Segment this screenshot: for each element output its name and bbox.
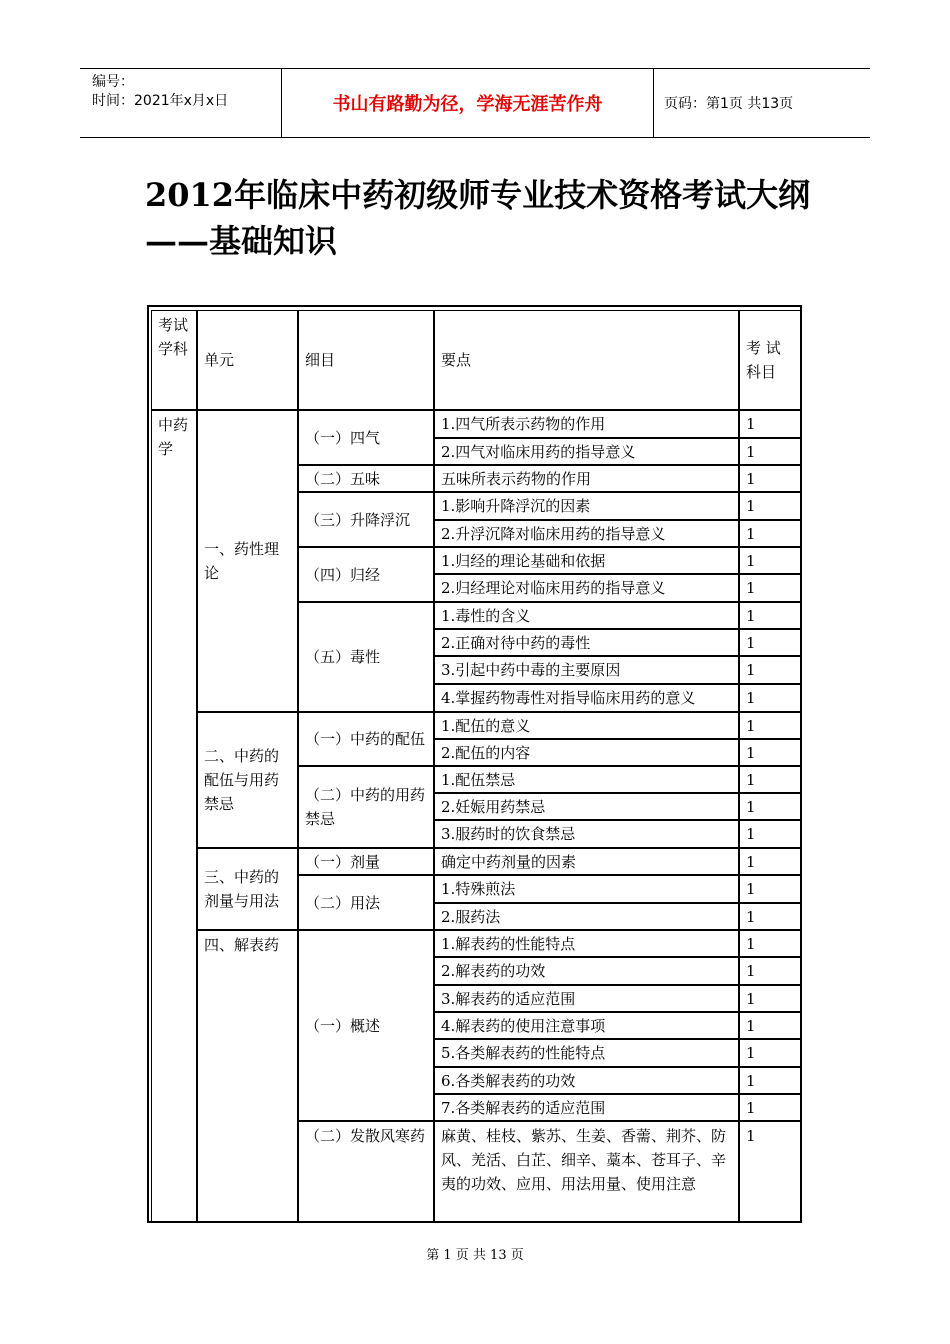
point-cell: 确定中药剂量的因素: [434, 848, 739, 875]
exam-cell: 1: [739, 875, 802, 903]
point-cell: 1.影响升降浮沉的因素: [434, 492, 739, 520]
exam-cell: 1: [739, 410, 802, 438]
point-cell: 3.解表药的适应范围: [434, 985, 739, 1012]
detail-cell: （五）毒性: [298, 602, 434, 712]
detail-cell: （一）概述: [298, 930, 434, 1121]
point-cell: 4.掌握药物毒性对指导临床用药的意义: [434, 684, 739, 712]
detail-cell: （二）用法: [298, 875, 434, 930]
point-cell: 2.配伍的内容: [434, 739, 739, 766]
detail-cell: （一）四气: [298, 410, 434, 465]
header-subject: 考试学科: [151, 310, 197, 410]
exam-cell: 1: [739, 1094, 802, 1121]
exam-cell: 1: [739, 438, 802, 465]
exam-cell: 1: [739, 684, 802, 712]
exam-cell: 1: [739, 1012, 802, 1039]
exam-cell: 1: [739, 820, 802, 848]
exam-cell: 1: [739, 793, 802, 820]
unit-cell: 二、中药的配伍与用药禁忌: [197, 712, 298, 848]
exam-cell: 1: [739, 465, 802, 492]
syllabus-table: [147, 305, 802, 1223]
header-exam: 考 试科目: [739, 310, 802, 410]
exam-cell: 1: [739, 656, 802, 684]
exam-cell: 1: [739, 520, 802, 547]
exam-cell: 1: [739, 739, 802, 766]
exam-cell: 1: [739, 848, 802, 875]
page-label: 页码：第1页 共13页: [664, 96, 794, 112]
detail-cell: （二）五味: [298, 465, 434, 492]
exam-cell: 1: [739, 930, 802, 957]
exam-cell: 1: [739, 985, 802, 1012]
header-unit: 单元: [197, 310, 298, 410]
motto: 书山有路勤为径，学海无涯苦作舟: [282, 69, 654, 137]
point-cell: 1.归经的理论基础和依据: [434, 547, 739, 574]
point-cell: 7.各类解表药的适应范围: [434, 1094, 739, 1121]
point-cell: 1.解表药的性能特点: [434, 930, 739, 957]
exam-cell: 1: [739, 766, 802, 793]
exam-cell: 1: [739, 712, 802, 739]
exam-cell: 1: [739, 903, 802, 930]
point-cell: 4.解表药的使用注意事项: [434, 1012, 739, 1039]
detail-cell: （二）发散风寒药: [298, 1121, 434, 1223]
unit-cell: 一、药性理论: [197, 410, 298, 712]
header-detail: 细目: [298, 310, 434, 410]
point-cell: 2.升浮沉降对临床用药的指导意义: [434, 520, 739, 547]
point-cell: 3.服药时的饮食禁忌: [434, 820, 739, 848]
point-cell: 1.配伍的意义: [434, 712, 739, 739]
exam-cell: 1: [739, 1039, 802, 1067]
detail-cell: （一）剂量: [298, 848, 434, 875]
point-cell: 5.各类解表药的性能特点: [434, 1039, 739, 1067]
detail-cell: （四）归经: [298, 547, 434, 602]
point-cell: 6.各类解表药的功效: [434, 1067, 739, 1094]
point-cell: 1.四气所表示药物的作用: [434, 410, 739, 438]
point-cell: 3.引起中药中毒的主要原因: [434, 656, 739, 684]
header-meta: [80, 69, 282, 137]
point-cell: 2.解表药的功效: [434, 957, 739, 985]
detail-cell: （二）中药的用药禁忌: [298, 766, 434, 848]
code-label: 编号：: [92, 74, 134, 90]
unit-cell: 三、中药的剂量与用法: [197, 848, 298, 930]
point-cell: 1.特殊煎法: [434, 875, 739, 903]
point-cell: 2.正确对待中药的毒性: [434, 629, 739, 656]
exam-cell: 1: [739, 574, 802, 602]
point-cell: 2.服药法: [434, 903, 739, 930]
header-points: 要点: [434, 310, 739, 410]
unit-cell: 四、解表药: [197, 930, 298, 1223]
point-cell: 麻黄、桂枝、紫苏、生姜、香薷、荆芥、防风、羌活、白芷、细辛、藁本、苍耳子、辛夷的功效、应用、用法用量、使用注意: [434, 1121, 739, 1223]
point-cell: 2.妊娠用药禁忌: [434, 793, 739, 820]
exam-cell: 1: [739, 492, 802, 520]
exam-cell: 1: [739, 602, 802, 629]
page-footer: 第 1 页 共 13 页: [426, 1248, 524, 1263]
exam-cell: 1: [739, 547, 802, 574]
exam-cell: 1: [739, 1067, 802, 1094]
time-label: 时间：2021年x月x日: [92, 93, 229, 109]
page-header: [80, 68, 870, 138]
point-cell: 2.归经理论对临床用药的指导意义: [434, 574, 739, 602]
point-cell: 1.毒性的含义: [434, 602, 739, 629]
exam-cell: 1: [739, 1121, 802, 1223]
document-title: 2012年临床中药初级师专业技术资格考试大纲——基础知识: [145, 176, 811, 260]
detail-cell: （三）升降浮沉: [298, 492, 434, 547]
subject-cell: 中药学: [151, 410, 197, 1223]
point-cell: 2.四气对临床用药的指导意义: [434, 438, 739, 465]
point-cell: 1.配伍禁忌: [434, 766, 739, 793]
point-cell: 五味所表示药物的作用: [434, 465, 739, 492]
detail-cell: （一）中药的配伍: [298, 712, 434, 766]
exam-cell: 1: [739, 629, 802, 656]
exam-cell: 1: [739, 957, 802, 985]
